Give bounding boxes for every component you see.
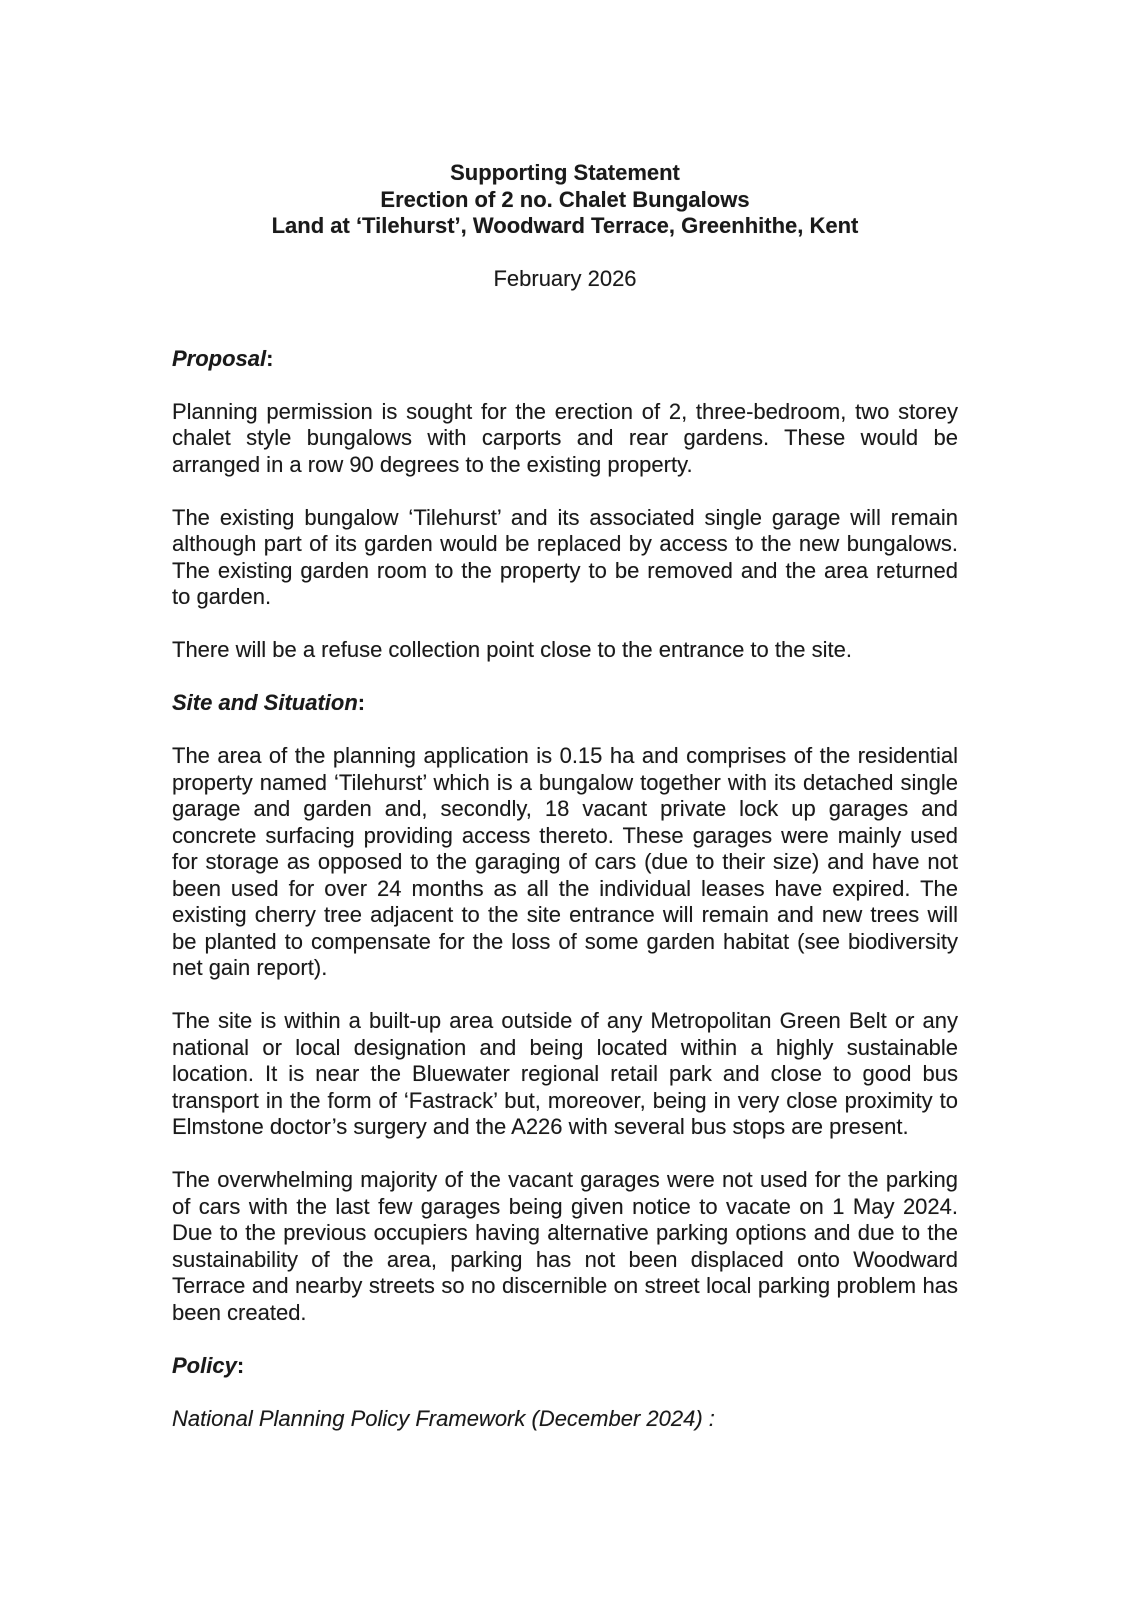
paragraph-site-1: The area of the planning application is 0.15 ha and comprises of the residential property named ‘Tilehurst’ which is a bungalow together with its detached single garage and garden and, secondly, 18 vacant private lock up garages and concrete surfacing providing access thereto. These garages were mainly used for storage as opposed to the garaging of cars (due to their size) and have not been used for over 24 months as all the individual leases have expired. The existing cherry tree adjacent to the site entrance will remain and new trees will be planted to compensate for the loss of some garden habitat (see biodiversity net gain report). [172, 743, 958, 980]
heading-colon: : [266, 345, 274, 371]
heading-text: Policy [172, 1352, 237, 1378]
paragraph-proposal-1: Planning permission is sought for the erection of 2, three-bedroom, two storey chalet style bungalows with carports and rear gardens. These would be arranged in a row 90 degrees to the existing property. [172, 398, 958, 477]
title-line-2: Erection of 2 no. Chalet Bungalows [380, 186, 750, 212]
title-line-3: Land at ‘Tilehurst’, Woodward Terrace, Greenhithe, Kent [271, 213, 859, 238]
title-line-1: Supporting Statement [450, 160, 680, 185]
section-policy [172, 1353, 958, 1433]
paragraph-site-2: The site is within a built-up area outside of any Metropolitan Green Belt or any national or local designation and being located within a highly sustainable location. It is near the Bluewater regional retail park and close to good bus transport in the form of ‘Fastrack’ but, moreover, being in very close proximity to Elmstone doctor’s surgery and the A226 with several bus stops are present. [172, 1008, 958, 1139]
paragraph-site-3: The overwhelming majority of the vacant garages were not used for the parking of cars with the last few garages being given notice to vacate on 1 May 2024. Due to the previous occupiers having alternative parking options and due to the sustainability of the area, parking has not been displaced onto Woodward Terrace and nearby streets so no discernible on street local parking problem has been created. [172, 1167, 958, 1325]
section-heading-site-and-situation [172, 690, 958, 717]
section-heading-proposal [172, 346, 958, 373]
paragraph-proposal-3: There will be a refuse collection point close to the entrance to the site. [172, 637, 852, 662]
heading-colon: : [357, 690, 366, 715]
section-proposal [172, 346, 958, 664]
document-title [172, 160, 958, 240]
heading-text: Site and Situation [172, 690, 358, 715]
section-site-and-situation [172, 690, 958, 1326]
section-heading-policy [172, 1353, 958, 1380]
document-date: February 2026 [493, 266, 637, 291]
heading-text: Proposal [172, 345, 267, 371]
heading-colon: : [236, 1352, 245, 1378]
paragraph-proposal-2: The existing bungalow ‘Tilehurst’ and its associated single garage will remain although part of its garden would be replaced by access to the new bungalows. The existing garden room to the property to be removed and the area returned to garden. [172, 504, 958, 609]
paragraph-policy-nppf: National Planning Policy Framework (December 2024) : [172, 1405, 715, 1431]
